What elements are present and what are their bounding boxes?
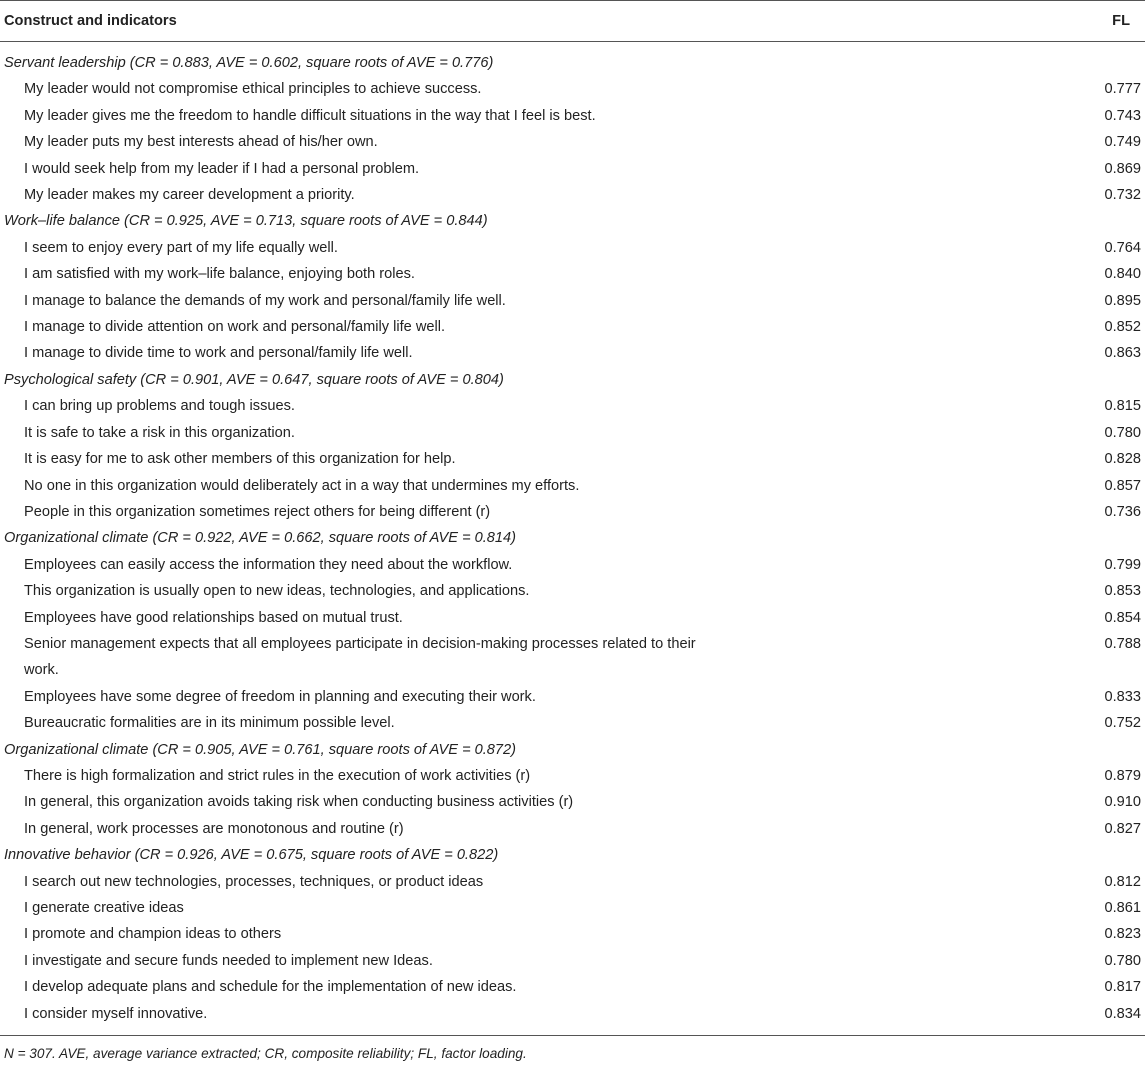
indicator-text: People in this organization sometimes reject others for being different (r) [24,503,491,520]
indicator-text: In general, work processes are monotonous and routine (r) [24,820,404,837]
table-row [0,710,1145,736]
table-row [0,869,1145,895]
indicator-text: I develop adequate plans and schedule for the implementation of new ideas. [24,979,517,996]
factor-loading-value: 0.812 [1104,873,1141,890]
table-row [0,1001,1145,1036]
factor-loading-value: 0.749 [1104,134,1141,151]
indicator-text-line-2: work. [24,662,59,679]
indicator-text: My leader would not compromise ethical principles to achieve success. [24,81,482,98]
construct-title: Psychological safety (CR = 0.901, AVE = 0.647, square roots of AVE = 0.804) [4,371,504,388]
indicator-text: There is high formalization and strict rules in the execution of work activities (r) [24,767,531,784]
factor-loading-value: 0.853 [1104,583,1141,600]
table-row [0,684,1145,710]
table-row [0,235,1145,261]
factor-loading-value: 0.828 [1104,451,1141,468]
indicator-text: I investigate and secure funds needed to implement new Ideas. [24,952,433,969]
table-row [0,129,1145,155]
table-row [0,789,1145,815]
factor-loading-value: 0.743 [1104,107,1141,124]
table-row [0,314,1145,340]
factor-loading-value: 0.869 [1104,160,1141,177]
factor-loading-value: 0.879 [1104,767,1141,784]
factor-loading-value: 0.799 [1104,556,1141,573]
construct-row [0,842,1145,868]
indicator-text: No one in this organization would deliberately act in a way that undermines my efforts. [24,477,580,494]
indicator-text: Bureaucratic formalities are in its minimum possible level. [24,715,395,732]
indicator-text-line-1: Senior management expects that all employees participate in decision-making processes related to their [24,635,696,652]
indicator-text: My leader makes my career development a priority. [24,187,355,204]
factor-loading-value: 0.736 [1104,503,1141,520]
table-row [0,552,1145,578]
table-row [0,816,1145,842]
table-row [0,156,1145,182]
indicator-text: I am satisfied with my work–life balance, enjoying both roles. [24,266,415,283]
table-row [0,261,1145,287]
factor-loading-value: 0.764 [1104,239,1141,256]
indicator-text: My leader puts my best interests ahead of his/her own. [24,134,378,151]
table-row [0,473,1145,499]
factor-loading-value: 0.788 [1104,635,1141,652]
factor-loading-value: 0.833 [1104,688,1141,705]
table-footnote-row [0,1036,1145,1072]
table-row [0,948,1145,974]
construct-title: Organizational climate (CR = 0.922, AVE = 0.662, square roots of AVE = 0.814) [4,530,517,547]
construct-title: Organizational climate (CR = 0.905, AVE = 0.761, square roots of AVE = 0.872) [4,741,517,758]
construct-title: Work–life balance (CR = 0.925, AVE = 0.713, square roots of AVE = 0.844) [4,213,488,230]
factor-loading-value: 0.895 [1104,292,1141,309]
indicator-text: It is safe to take a risk in this organization. [24,424,295,441]
indicator-text-wrapped [0,631,1045,684]
factor-loading-value: 0.817 [1104,979,1141,996]
factor-loading-value: 0.827 [1104,820,1141,837]
table-row [0,605,1145,631]
factor-loading-value: 0.861 [1104,900,1141,916]
construct-row [0,737,1145,763]
table-row [0,393,1145,419]
table-body [0,42,1145,1036]
factor-loading-value: 0.854 [1104,609,1141,626]
construct-title: Innovative behavior (CR = 0.926, AVE = 0.675, square roots of AVE = 0.822) [4,847,499,864]
factor-loading-value: 0.777 [1104,81,1141,98]
table-footnote: N = 307. AVE, average variance extracted; CR, composite reliability; FL, factor loading. [0,1036,1145,1072]
indicator-text: I can bring up problems and tough issues. [24,398,295,415]
indicator-text: Employees have some degree of freedom in planning and executing their work. [24,688,536,705]
indicator-text: This organization is usually open to new ideas, technologies, and applications. [24,583,530,600]
indicator-text: I generate creative ideas [24,900,184,916]
indicator-text: I manage to divide attention on work and personal/family life well. [24,319,446,336]
indicator-text: Employees have good relationships based on mutual trust. [24,609,403,626]
construct-row [0,42,1145,77]
factor-loading-value: 0.732 [1104,187,1141,204]
indicator-text: I search out new technologies, processes, techniques, or product ideas [24,873,484,890]
table-row [0,631,1145,684]
factor-loading-value: 0.863 [1104,345,1141,362]
construct-title: Servant leadership (CR = 0.883, AVE = 0.602, square roots of AVE = 0.776) [4,55,494,71]
construct-row [0,367,1145,393]
factor-loading-value: 0.910 [1104,794,1141,811]
indicator-text: Employees can easily access the information they need about the workflow. [24,556,513,573]
table-row [0,340,1145,366]
column-header-construct: Construct and indicators [0,1,1045,42]
table-row [0,578,1145,604]
table-row [0,974,1145,1000]
table-row [0,446,1145,472]
indicator-text: I would seek help from my leader if I had a personal problem. [24,160,420,177]
indicator-text: I manage to balance the demands of my work and personal/family life well. [24,292,506,309]
factor-loading-value: 0.823 [1104,926,1141,943]
factor-loading-value: 0.815 [1104,398,1141,415]
factor-loading-value: 0.840 [1104,266,1141,283]
table-row [0,763,1145,789]
table-row [0,76,1145,102]
table-row [0,182,1145,208]
table-header-row [0,1,1145,42]
indicator-text: In general, this organization avoids taking risk when conducting business activities (r) [24,794,574,811]
table-row [0,895,1145,921]
construct-row [0,525,1145,551]
indicator-text: I seem to enjoy every part of my life equally well. [24,239,338,256]
indicator-text: I consider myself innovative. [24,1005,208,1022]
indicator-text: I manage to divide time to work and personal/family life well. [24,345,413,362]
factor-loading-value: 0.780 [1104,952,1141,969]
factor-loading-value: 0.834 [1104,1005,1141,1022]
factor-loading-value: 0.752 [1104,715,1141,732]
factor-loading-value: 0.857 [1104,477,1141,494]
factor-loading-value: 0.852 [1104,319,1141,336]
factor-loading-value: 0.780 [1104,424,1141,441]
table-row [0,921,1145,947]
table-row [0,288,1145,314]
construct-row [0,208,1145,234]
indicator-text: It is easy for me to ask other members of this organization for help. [24,451,456,468]
table-row [0,420,1145,446]
indicator-text: I promote and champion ideas to others [24,926,282,943]
table-row [0,499,1145,525]
indicator-text: My leader gives me the freedom to handle difficult situations in the way that I feel is best. [24,107,596,124]
column-header-fl: FL [1045,1,1145,42]
table-row [0,103,1145,129]
